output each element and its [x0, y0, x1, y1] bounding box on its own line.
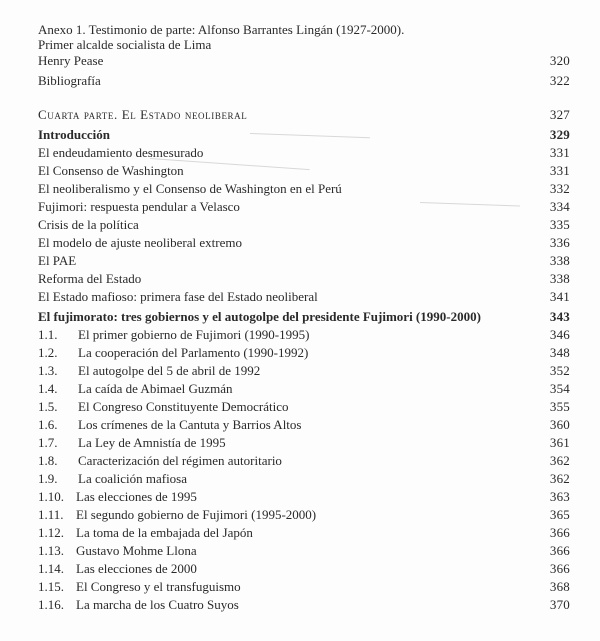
section-number: 1.10.: [38, 489, 64, 504]
section-label-group: [38, 344, 308, 362]
entry-label: El endeudamiento desmesurado: [38, 145, 204, 160]
section-title: La cooperación del Parlamento (1990-1992): [78, 345, 309, 360]
toc-section-entry: [38, 326, 570, 344]
section-label-group: [38, 560, 197, 578]
toc-section-entry: [38, 434, 570, 452]
section-number: 1.6.: [38, 417, 58, 432]
toc-entry: [38, 234, 570, 252]
section-number: 1.7.: [38, 435, 58, 450]
page-number: 320: [549, 53, 570, 68]
page-number: 338: [549, 271, 570, 286]
chapter-heading: [38, 308, 570, 326]
section-title: El Congreso y el transfuguismo: [76, 579, 241, 594]
section-label-group: [38, 326, 309, 344]
section-label-group: [38, 578, 241, 596]
page-number: 338: [549, 253, 570, 268]
section-title: Los crímenes de la Cantuta y Barrios Altos: [78, 417, 302, 432]
section-title: El autogolpe del 5 de abril de 1992: [78, 363, 261, 378]
toc-section-entry: [38, 560, 570, 578]
entry-label: Bibliografía: [38, 73, 101, 88]
toc-section-entry: [38, 362, 570, 380]
section-label-group: [38, 470, 187, 488]
section-title: Gustavo Mohme Llona: [76, 543, 197, 558]
section-title: La Ley de Amnistía de 1995: [78, 435, 226, 450]
page-number: 368: [549, 579, 570, 594]
toc-section-entry: [38, 470, 570, 488]
section-title: La toma de la embajada del Japón: [76, 525, 253, 540]
page-number: 329: [549, 127, 570, 142]
entry-label: El PAE: [38, 253, 77, 268]
toc-entry: [38, 144, 570, 162]
toc-section-entry: [38, 578, 570, 596]
annex-author: Henry Pease: [38, 53, 104, 68]
toc-section-entry: [38, 524, 570, 542]
part-title: Cuarta parte. El Estado neoliberal: [38, 107, 248, 122]
section-label-group: [38, 488, 197, 506]
section-title: La caída de Abimael Guzmán: [78, 381, 233, 396]
toc-entry: [38, 180, 570, 198]
intro-entries-list: [38, 126, 570, 306]
page-number: 346: [549, 327, 570, 342]
section-label-group: [38, 524, 253, 542]
entry-label: El Consenso de Washington: [38, 163, 184, 178]
page-number: 331: [549, 145, 570, 160]
section-number: 1.13.: [38, 543, 64, 558]
section-title: Caracterización del régimen autoritario: [78, 453, 282, 468]
entry-label: Crisis de la política: [38, 217, 139, 232]
page-number: 355: [549, 399, 570, 414]
toc-section-entry: [38, 452, 570, 470]
page-number: 366: [549, 525, 570, 540]
page-number: 336: [549, 235, 570, 250]
toc-entry-bibliography: [38, 72, 570, 90]
toc-entry: [38, 198, 570, 216]
part-heading: [38, 106, 570, 124]
toc-entry: [38, 288, 570, 306]
section-title: La coalición mafiosa: [78, 471, 188, 486]
section-label-group: [38, 398, 288, 416]
toc-entry: [38, 126, 570, 144]
toc-entry: [38, 270, 570, 288]
page-number: 341: [549, 289, 570, 304]
section-label-group: [38, 362, 260, 380]
section-title: El segundo gobierno de Fujimori (1995-2000): [76, 507, 317, 522]
section-title: Las elecciones de 1995: [76, 489, 197, 504]
toc-section-entry: [38, 416, 570, 434]
section-label-group: [38, 416, 301, 434]
section-number: 1.14.: [38, 561, 64, 576]
section-number: 1.15.: [38, 579, 64, 594]
page-number: 348: [549, 345, 570, 360]
toc-section-entry: [38, 596, 570, 614]
section-number: 1.16.: [38, 597, 64, 612]
section-title: Las elecciones de 2000: [76, 561, 197, 576]
page-number: 362: [549, 471, 570, 486]
section-number: 1.3.: [38, 363, 58, 378]
entry-label: El neoliberalismo y el Consenso de Washington en el Perú: [38, 181, 342, 196]
section-label-group: [38, 542, 197, 560]
section-title: La marcha de los Cuatro Suyos: [76, 597, 239, 612]
toc-entry: [38, 252, 570, 270]
toc-section-entry: [38, 398, 570, 416]
page-number: 331: [549, 163, 570, 178]
section-number: 1.9.: [38, 471, 58, 486]
section-label-group: [38, 596, 239, 614]
section-number: 1.11.: [38, 507, 64, 522]
page-number: 352: [549, 363, 570, 378]
toc-section-entry: [38, 506, 570, 524]
page-number: 360: [549, 417, 570, 432]
annex-author-row: [38, 52, 570, 70]
page-number: 370: [549, 597, 570, 612]
table-of-contents: [38, 22, 570, 614]
toc-entry: [38, 162, 570, 180]
page-number: 343: [549, 309, 570, 324]
page-number: 366: [549, 543, 570, 558]
page-number: 366: [549, 561, 570, 576]
entry-label: El Estado mafioso: primera fase del Estado neoliberal: [38, 289, 318, 304]
page-number: 332: [549, 181, 570, 196]
section-label-group: [38, 434, 226, 452]
annex-title-line1: Anexo 1. Testimonio de parte: Alfonso Barrantes Lingán (1927-2000).: [38, 22, 405, 37]
toc-annex-entry: [38, 22, 570, 70]
toc-section-entry: [38, 344, 570, 362]
annex-title-line2: Primer alcalde socialista de Lima: [38, 37, 212, 52]
section-number: 1.2.: [38, 345, 58, 360]
page-number: 365: [549, 507, 570, 522]
entry-label: Reforma del Estado: [38, 271, 142, 286]
entry-label: El modelo de ajuste neoliberal extremo: [38, 235, 242, 250]
section-title: El Congreso Constituyente Democrático: [78, 399, 289, 414]
section-label-group: [38, 452, 282, 470]
entry-label: Fujimori: respuesta pendular a Velasco: [38, 199, 240, 214]
section-number: 1.4.: [38, 381, 58, 396]
section-title: El primer gobierno de Fujimori (1990-1995): [78, 327, 310, 342]
page-number: 362: [549, 453, 570, 468]
section-number: 1.8.: [38, 453, 58, 468]
section-label-group: [38, 380, 233, 398]
section-entries-list: [38, 326, 570, 614]
page-number: 334: [549, 199, 570, 214]
page-number: 327: [549, 107, 570, 122]
toc-entry: [38, 216, 570, 234]
section-number: 1.1.: [38, 327, 58, 342]
toc-section-entry: [38, 542, 570, 560]
section-number: 1.5.: [38, 399, 58, 414]
page-number: 363: [549, 489, 570, 504]
page-number: 361: [549, 435, 570, 450]
page-number: 335: [549, 217, 570, 232]
toc-section-entry: [38, 488, 570, 506]
section-number: 1.12.: [38, 525, 64, 540]
page-number: 354: [549, 381, 570, 396]
section-label-group: [38, 506, 316, 524]
entry-label: Introducción: [38, 127, 110, 142]
toc-section-entry: [38, 380, 570, 398]
page-number: 322: [549, 73, 570, 88]
chapter-title: El fujimorato: tres gobiernos y el autogolpe del presidente Fujimori (1990-2000): [38, 309, 481, 324]
